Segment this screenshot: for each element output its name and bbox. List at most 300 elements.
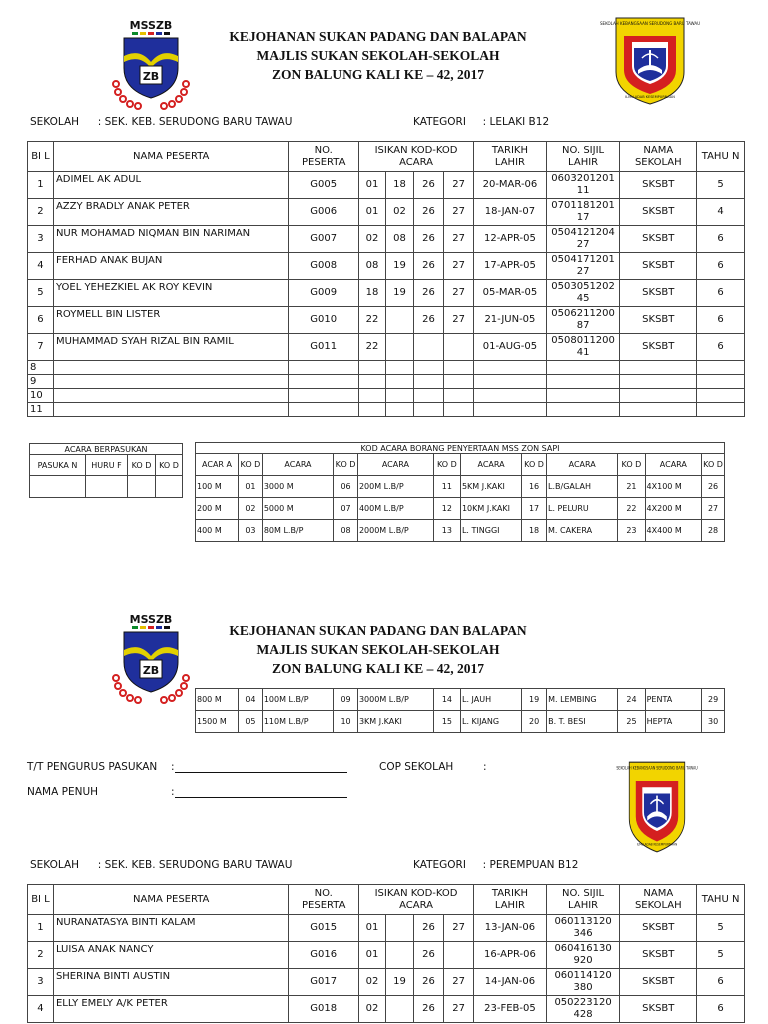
- birth-date: 20-MAR-06: [474, 172, 547, 199]
- birth-cert-no: 0504121204 27: [546, 226, 620, 253]
- birth-cert-no: 050223120 428: [546, 996, 620, 1023]
- empty-cell[interactable]: [444, 375, 474, 389]
- event-code-value: 23: [618, 520, 645, 542]
- birth-cert-no: 060113120 346: [546, 915, 620, 942]
- sekolah-label: SEKOLAH: [30, 859, 80, 871]
- participant-number: G010: [289, 307, 359, 334]
- kategori-value: : PEREMPUAN B12: [482, 859, 579, 871]
- row-bil: 1: [28, 915, 54, 942]
- event-code[interactable]: 01: [358, 172, 385, 199]
- acara-berpasukan-title: ACARA BERPASUKAN: [30, 444, 183, 455]
- event-code[interactable]: 19: [385, 969, 413, 996]
- empty-cell[interactable]: [289, 403, 359, 417]
- empty-cell[interactable]: [53, 403, 289, 417]
- crest-motto-2: ILMU ADAB KESEMPURNAAN: [636, 842, 678, 847]
- event-name: M. LEMBING: [547, 689, 618, 711]
- year: 6: [697, 280, 745, 307]
- event-code[interactable]: [385, 942, 413, 969]
- event-code-value: 04: [239, 689, 263, 711]
- empty-cell[interactable]: [385, 375, 413, 389]
- event-code-value: 30: [702, 711, 725, 733]
- event-code-value: 26: [702, 476, 725, 498]
- event-name: 10KM J.KAKI: [460, 498, 521, 520]
- year: 6: [697, 253, 745, 280]
- nama-penuh-label: NAMA PENUH: [27, 786, 99, 798]
- kod-acara-row: [196, 476, 725, 498]
- table-row: [28, 942, 745, 969]
- msszb-logo-mono: ZB: [142, 70, 160, 83]
- empty-cell[interactable]: [620, 389, 697, 403]
- kategori-value: : LELAKI B12: [482, 116, 550, 128]
- event-code-value: 29: [702, 689, 725, 711]
- school-name: SKSBT: [620, 199, 697, 226]
- birth-cert-no: 0506211200 87: [546, 307, 620, 334]
- event-code[interactable]: 02: [385, 199, 413, 226]
- empty-cell[interactable]: [289, 375, 359, 389]
- event-name: L. TINGGI: [460, 520, 521, 542]
- birth-date: 13-JAN-06: [474, 915, 547, 942]
- kod-acara-header: KO D: [334, 454, 358, 476]
- berpasukan-cell[interactable]: [128, 476, 156, 498]
- event-code[interactable]: 26: [413, 969, 443, 996]
- event-code[interactable]: [385, 996, 413, 1023]
- event-name: 2000M L.B/P: [357, 520, 433, 542]
- school-crest-logo: [599, 14, 701, 106]
- event-code-value: 28: [702, 520, 725, 542]
- kod-acara-row: [196, 689, 725, 711]
- row-bil: 3: [28, 226, 54, 253]
- event-code[interactable]: 26: [413, 172, 443, 199]
- header-isikan: ISIKAN KOD-KOD ACARA: [358, 885, 473, 915]
- table-row: [28, 389, 745, 403]
- year: 6: [697, 226, 745, 253]
- empty-cell[interactable]: [474, 375, 547, 389]
- event-code-value: 12: [433, 498, 460, 520]
- event-code[interactable]: 27: [444, 226, 474, 253]
- event-code[interactable]: 27: [444, 969, 474, 996]
- event-code-value: 05: [239, 711, 263, 733]
- berpasukan-cell[interactable]: [86, 476, 128, 498]
- participant-name: ROYMELL BIN LISTER: [53, 307, 289, 334]
- event-code[interactable]: 22: [358, 307, 385, 334]
- msszb-logo-mono-2: ZB: [142, 664, 160, 677]
- birth-date: 23-FEB-05: [474, 996, 547, 1023]
- kod-acara-header: KO D: [433, 454, 460, 476]
- berpasukan-cell[interactable]: [156, 476, 183, 498]
- participant-number: G009: [289, 280, 359, 307]
- participant-number: G007: [289, 226, 359, 253]
- participant-number: G011: [289, 334, 359, 361]
- acara-berpasukan-table: [29, 443, 183, 498]
- event-name: 3000M L.B/P: [357, 689, 433, 711]
- crest-top-text: SEKOLAH KEBANGSAAN SERUDONG BARU TAWAU: [599, 21, 701, 26]
- event-code[interactable]: 27: [444, 199, 474, 226]
- event-code[interactable]: 27: [444, 915, 474, 942]
- school-name: SKSBT: [620, 915, 697, 942]
- table-row: [28, 996, 745, 1023]
- empty-cell[interactable]: [385, 403, 413, 417]
- event-code-value: 19: [522, 689, 547, 711]
- event-name: PENTA: [645, 689, 702, 711]
- event-code-value: 16: [522, 476, 547, 498]
- table-row: [28, 307, 745, 334]
- birth-cert-no: 0603201201 11: [546, 172, 620, 199]
- row-bil: 5: [28, 280, 54, 307]
- event-name: 3000 M: [262, 476, 333, 498]
- kod-acara-header: ACARA: [645, 454, 702, 476]
- event-name: 110M L.B/P: [262, 711, 333, 733]
- kod-acara-header: KO D: [239, 454, 263, 476]
- empty-cell[interactable]: [546, 403, 620, 417]
- row-bil: 4: [28, 253, 54, 280]
- kod-acara-header: KO D: [522, 454, 547, 476]
- empty-cell[interactable]: [289, 389, 359, 403]
- header-tahun: TAHU N: [697, 142, 745, 172]
- empty-cell[interactable]: [413, 403, 443, 417]
- event-code-value: 11: [433, 476, 460, 498]
- kod-acara-header: ACARA: [547, 454, 618, 476]
- empty-cell[interactable]: [358, 389, 385, 403]
- participant-name: FERHAD ANAK BUJAN: [53, 253, 289, 280]
- birth-cert-no: 0701181201 17: [546, 199, 620, 226]
- event-code[interactable]: 26: [413, 942, 443, 969]
- event-name: L. KIJANG: [461, 711, 522, 733]
- berpasukan-h-kod1: KO D: [128, 455, 156, 476]
- empty-cell[interactable]: [444, 389, 474, 403]
- header-bil: BI L: [28, 885, 54, 915]
- event-name: 200M L.B/P: [357, 476, 433, 498]
- table-row: [28, 969, 745, 996]
- event-code[interactable]: 26: [413, 915, 443, 942]
- event-code[interactable]: [385, 307, 413, 334]
- empty-cell[interactable]: [358, 375, 385, 389]
- participant-name: NURANATASYA BINTI KALAM: [53, 915, 289, 942]
- row-bil: 2: [28, 199, 54, 226]
- empty-cell[interactable]: [546, 389, 620, 403]
- event-code-value: 06: [334, 476, 358, 498]
- event-code-value: 08: [334, 520, 358, 542]
- event-code-value: 14: [433, 689, 460, 711]
- berpasukan-cell[interactable]: [30, 476, 86, 498]
- event-code[interactable]: [444, 942, 474, 969]
- msszb-logo-text-2: MSSZB: [129, 613, 173, 626]
- empty-cell[interactable]: [53, 375, 289, 389]
- empty-cell[interactable]: [546, 361, 620, 375]
- event-name: L. PELURU: [547, 498, 618, 520]
- event-code[interactable]: [413, 334, 443, 361]
- kategori-label: KATEGORI: [413, 859, 466, 871]
- nama-penuh-field[interactable]: [175, 786, 347, 798]
- kod-acara-title: KOD ACARA BORANG PENYERTAAN MSS ZON SAPI: [196, 443, 725, 454]
- crest-top-text-2: SEKOLAH KEBANGSAAN SERUDONG BARU TAWAU: [616, 766, 698, 771]
- event-code[interactable]: [385, 915, 413, 942]
- row-bil: 6: [28, 307, 54, 334]
- event-code[interactable]: 01: [358, 942, 385, 969]
- msszb-logo: [110, 18, 192, 110]
- event-code[interactable]: 08: [385, 226, 413, 253]
- event-code-value: 27: [702, 498, 725, 520]
- school-name: SKSBT: [620, 226, 697, 253]
- event-code[interactable]: 26: [413, 226, 443, 253]
- empty-cell[interactable]: [413, 361, 443, 375]
- event-code[interactable]: 02: [358, 996, 385, 1023]
- tt-pengurus-label: T/T PENGURUS PASUKAN: [27, 761, 158, 773]
- empty-cell[interactable]: [53, 389, 289, 403]
- empty-cell[interactable]: [697, 375, 745, 389]
- birth-date: 14-JAN-06: [474, 969, 547, 996]
- event-code[interactable]: 08: [358, 253, 385, 280]
- birth-date: 18-JAN-07: [474, 199, 547, 226]
- event-name: 200 M: [196, 498, 239, 520]
- school-name: SKSBT: [620, 172, 697, 199]
- empty-cell[interactable]: [358, 403, 385, 417]
- nama-sep: :: [171, 786, 175, 798]
- row-bil: 1: [28, 172, 54, 199]
- empty-cell[interactable]: [413, 375, 443, 389]
- event-code[interactable]: 26: [413, 280, 443, 307]
- header-line-3: ZON BALUNG KALI KE – 42, 2017: [272, 661, 484, 676]
- participant-name: YOEL YEHEZKIEL AK ROY KEVIN: [53, 280, 289, 307]
- berpasukan-h-pasukan: PASUKA N: [30, 455, 86, 476]
- header-tarikh: TARIKH LAHIR: [474, 885, 547, 915]
- empty-cell[interactable]: [413, 389, 443, 403]
- empty-cell[interactable]: [620, 403, 697, 417]
- cop-sep: :: [483, 761, 487, 773]
- empty-cell[interactable]: [620, 375, 697, 389]
- event-name: M. CAKERA: [547, 520, 618, 542]
- empty-cell[interactable]: [697, 403, 745, 417]
- event-name: 800 M: [196, 689, 239, 711]
- table-row: [28, 199, 745, 226]
- crest-motto: ILMU ADAB KESEMPURNAAN: [625, 95, 675, 99]
- kod-acara-header: ACARA: [262, 454, 333, 476]
- kod-acara-table-continued: [195, 688, 725, 733]
- participant-table-perempuan: [27, 884, 745, 1023]
- header-bil: BI L: [28, 142, 54, 172]
- header-title-2: [190, 621, 566, 678]
- event-name: 5KM J.KAKI: [460, 476, 521, 498]
- kategori-label: KATEGORI: [413, 116, 466, 128]
- year: 6: [697, 334, 745, 361]
- kod-acara-header: ACARA: [460, 454, 521, 476]
- event-code[interactable]: 18: [385, 172, 413, 199]
- empty-cell[interactable]: [474, 361, 547, 375]
- sekolah-value: : SEK. KEB. SERUDONG BARU TAWAU: [97, 116, 293, 128]
- header-no: NO. PESERTA: [289, 885, 359, 915]
- birth-date: 12-APR-05: [474, 226, 547, 253]
- event-code[interactable]: 26: [413, 253, 443, 280]
- header-line-2: MAJLIS SUKAN SEKOLAH-SEKOLAH: [256, 642, 500, 657]
- empty-cell[interactable]: [546, 375, 620, 389]
- header-nama: NAMA PESERTA: [53, 885, 289, 915]
- empty-cell[interactable]: [474, 403, 547, 417]
- participant-table-lelaki: [27, 141, 745, 417]
- event-code-value: 20: [522, 711, 547, 733]
- empty-cell[interactable]: [474, 389, 547, 403]
- empty-cell[interactable]: [289, 361, 359, 375]
- event-code-value: 17: [522, 498, 547, 520]
- header-sijil: NO. SIJIL LAHIR: [546, 142, 620, 172]
- year: 6: [697, 307, 745, 334]
- birth-cert-no: 060416130 920: [546, 942, 620, 969]
- msszb-logo-text: MSSZB: [129, 19, 173, 32]
- event-code[interactable]: 01: [358, 915, 385, 942]
- row-bil: 11: [28, 403, 54, 417]
- event-code-value: 25: [618, 711, 645, 733]
- year: 5: [697, 915, 745, 942]
- row-bil: 4: [28, 996, 54, 1023]
- participant-name: LUISA ANAK NANCY: [53, 942, 289, 969]
- empty-cell[interactable]: [444, 361, 474, 375]
- header-title-1: [190, 27, 566, 84]
- table-row: [28, 280, 745, 307]
- event-code-value: 24: [618, 689, 645, 711]
- kod-acara-header: KO D: [702, 454, 725, 476]
- table-row: [28, 375, 745, 389]
- participant-name: AZZY BRADLY ANAK PETER: [53, 199, 289, 226]
- table-row: [28, 226, 745, 253]
- participant-number: G006: [289, 199, 359, 226]
- header-line-1: KEJOHANAN SUKAN PADANG DAN BALAPAN: [229, 29, 527, 44]
- event-name: 4X200 M: [645, 498, 702, 520]
- event-name: 3KM J.KAKI: [357, 711, 433, 733]
- event-code[interactable]: [385, 334, 413, 361]
- row-bil: 9: [28, 375, 54, 389]
- empty-cell[interactable]: [53, 361, 289, 375]
- table-row: [28, 915, 745, 942]
- header-tarikh: TARIKH LAHIR: [474, 142, 547, 172]
- kod-acara-header: ACAR A: [196, 454, 239, 476]
- msszb-logo-2: [110, 612, 192, 704]
- event-code-value: 13: [433, 520, 460, 542]
- event-code-value: 03: [239, 520, 263, 542]
- header-line-1: KEJOHANAN SUKAN PADANG DAN BALAPAN: [229, 623, 527, 638]
- event-code-value: 09: [334, 689, 358, 711]
- sekolah-label: SEKOLAH: [30, 116, 80, 128]
- event-name: 100M L.B/P: [262, 689, 333, 711]
- row-bil: 10: [28, 389, 54, 403]
- event-code-value: 21: [618, 476, 645, 498]
- row-bil: 3: [28, 969, 54, 996]
- row-bil: 2: [28, 942, 54, 969]
- header-tahun: TAHU N: [697, 885, 745, 915]
- empty-cell[interactable]: [385, 389, 413, 403]
- participant-name: MUHAMMAD SYAH RIZAL BIN RAMIL: [53, 334, 289, 361]
- event-name: HEPTA: [645, 711, 702, 733]
- table-row: [28, 361, 745, 375]
- empty-cell[interactable]: [697, 361, 745, 375]
- event-code[interactable]: 27: [444, 280, 474, 307]
- birth-date: 01-AUG-05: [474, 334, 547, 361]
- event-name: L.B/GALAH: [547, 476, 618, 498]
- info-line-2: [30, 859, 750, 871]
- event-code[interactable]: 18: [358, 280, 385, 307]
- kod-acara-row: [196, 711, 725, 733]
- participant-name: ELLY EMELY A/K PETER: [53, 996, 289, 1023]
- empty-cell[interactable]: [358, 361, 385, 375]
- event-name: 80M L.B/P: [262, 520, 333, 542]
- school-name: SKSBT: [620, 280, 697, 307]
- table-row: [28, 403, 745, 417]
- school-name: SKSBT: [620, 969, 697, 996]
- event-name: 400 M: [196, 520, 239, 542]
- kod-acara-header: ACARA: [357, 454, 433, 476]
- event-name: 4X400 M: [645, 520, 702, 542]
- year: 6: [697, 996, 745, 1023]
- event-code-value: 02: [239, 498, 263, 520]
- event-code[interactable]: 19: [385, 253, 413, 280]
- sekolah-value: : SEK. KEB. SERUDONG BARU TAWAU: [97, 859, 293, 871]
- event-code[interactable]: 02: [358, 226, 385, 253]
- empty-cell[interactable]: [385, 361, 413, 375]
- event-code[interactable]: 26: [413, 307, 443, 334]
- birth-cert-no: 0503051202 45: [546, 280, 620, 307]
- empty-cell[interactable]: [697, 389, 745, 403]
- event-code-value: 07: [334, 498, 358, 520]
- school-crest-logo-2: [616, 758, 698, 854]
- birth-date: 16-APR-06: [474, 942, 547, 969]
- birth-date: 05-MAR-05: [474, 280, 547, 307]
- empty-cell[interactable]: [620, 361, 697, 375]
- event-name: B. T. BESI: [547, 711, 618, 733]
- event-code[interactable]: 02: [358, 969, 385, 996]
- header-nama: NAMA PESERTA: [53, 142, 289, 172]
- tt-pengurus-field[interactable]: [175, 761, 347, 773]
- event-code[interactable]: 26: [413, 199, 443, 226]
- event-code[interactable]: [444, 334, 474, 361]
- table-row: [28, 172, 745, 199]
- school-name: SKSBT: [620, 253, 697, 280]
- event-code-value: 22: [618, 498, 645, 520]
- participant-number: G017: [289, 969, 359, 996]
- year: 5: [697, 172, 745, 199]
- participant-number: G015: [289, 915, 359, 942]
- berpasukan-h-kod2: KO D: [156, 455, 183, 476]
- event-code[interactable]: 22: [358, 334, 385, 361]
- participant-name: SHERINA BINTI AUSTIN: [53, 969, 289, 996]
- event-name: 4X100 M: [645, 476, 702, 498]
- event-name: L. JAUH: [461, 689, 522, 711]
- school-name: SKSBT: [620, 307, 697, 334]
- participant-number: G005: [289, 172, 359, 199]
- event-code[interactable]: 27: [444, 996, 474, 1023]
- header-sekolah: NAMA SEKOLAH: [620, 142, 697, 172]
- header-no: NO. PESERTA: [289, 142, 359, 172]
- event-code[interactable]: 19: [385, 280, 413, 307]
- event-code[interactable]: 27: [444, 307, 474, 334]
- header-line-2: MAJLIS SUKAN SEKOLAH-SEKOLAH: [256, 48, 500, 63]
- birth-date: 17-APR-05: [474, 253, 547, 280]
- event-code[interactable]: 27: [444, 253, 474, 280]
- event-name: 5000 M: [262, 498, 333, 520]
- event-code[interactable]: 27: [444, 172, 474, 199]
- signature-block: [27, 761, 627, 811]
- tt-sep: :: [171, 761, 175, 773]
- event-code-value: 01: [239, 476, 263, 498]
- birth-cert-no: 060114120 380: [546, 969, 620, 996]
- event-code[interactable]: 01: [358, 199, 385, 226]
- header-sekolah: NAMA SEKOLAH: [620, 885, 697, 915]
- table-row: [28, 334, 745, 361]
- event-name: 400M L.B/P: [357, 498, 433, 520]
- event-code-value: 18: [522, 520, 547, 542]
- participant-number: G008: [289, 253, 359, 280]
- cop-sekolah-label: COP SEKOLAH: [379, 761, 454, 773]
- event-code[interactable]: 26: [413, 996, 443, 1023]
- header-line-3: ZON BALUNG KALI KE – 42, 2017: [272, 67, 484, 82]
- empty-cell[interactable]: [444, 403, 474, 417]
- participant-name: NUR MOHAMAD NIQMAN BIN NARIMAN: [53, 226, 289, 253]
